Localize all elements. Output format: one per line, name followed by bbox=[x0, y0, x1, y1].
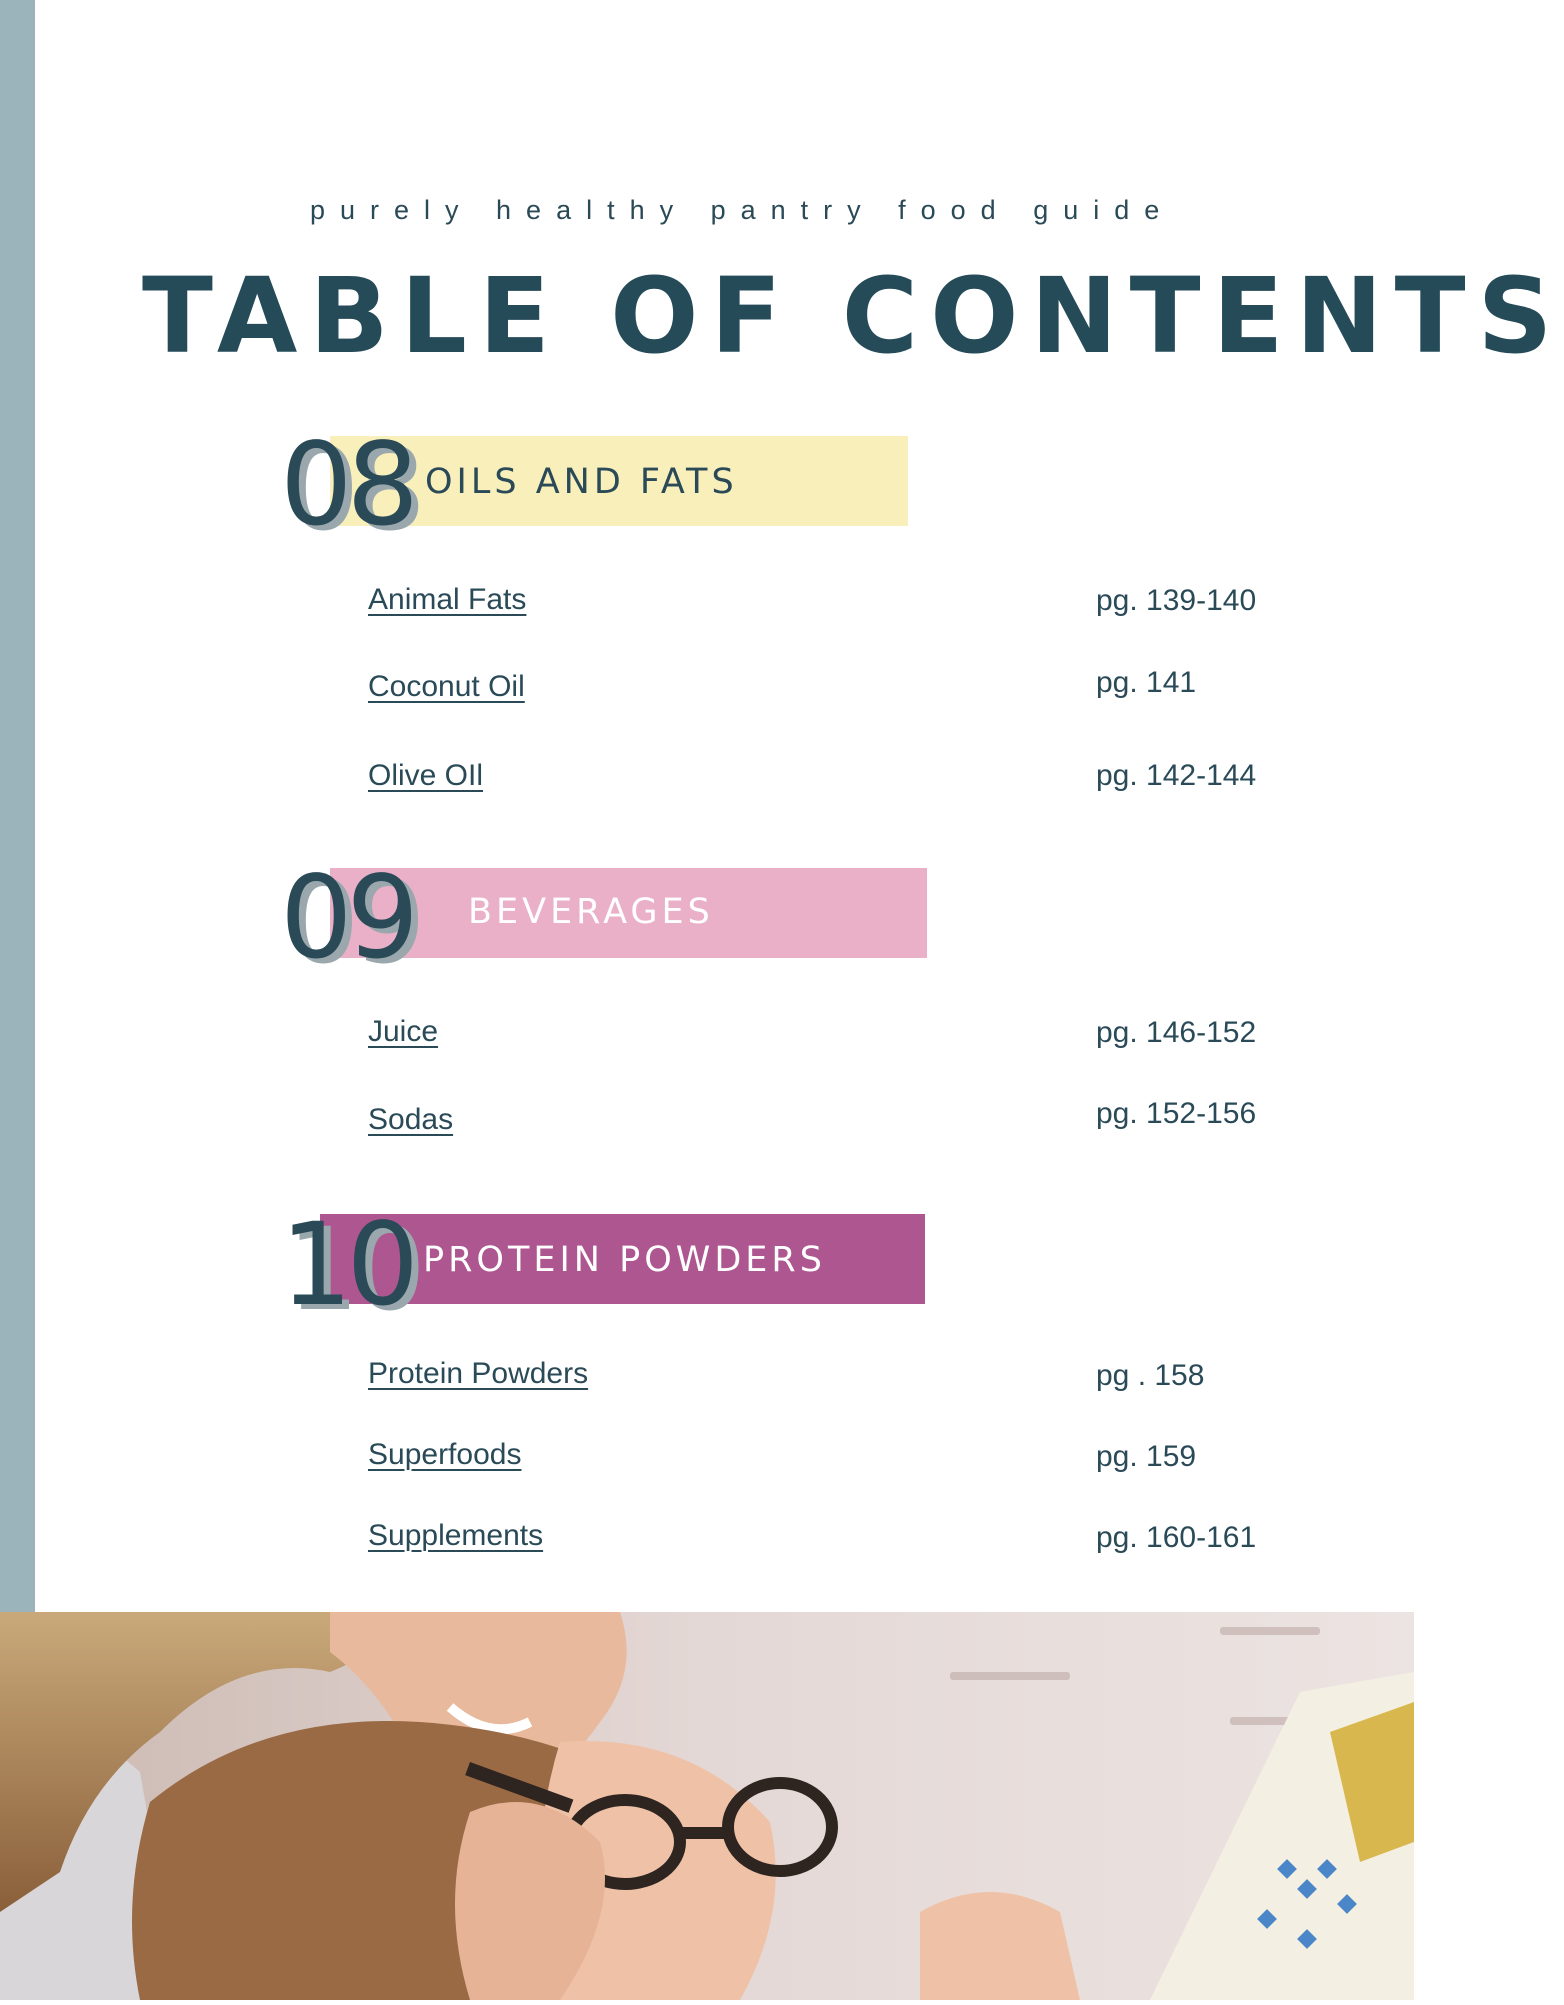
side-accent-stripe bbox=[0, 0, 35, 1612]
toc-entry-superfoods[interactable]: Superfoods bbox=[368, 1438, 522, 1471]
section-title: BEVERAGES bbox=[468, 892, 714, 932]
guide-subtitle: purely healthy pantry food guide bbox=[310, 195, 1175, 225]
page-range: pg . 158 bbox=[1096, 1359, 1205, 1392]
toc-entry-animal-fats[interactable]: Animal Fats bbox=[368, 583, 527, 616]
section-number: 08 bbox=[280, 418, 414, 551]
section-number: 10 bbox=[280, 1198, 414, 1331]
section-title: OILS AND FATS bbox=[425, 462, 738, 502]
mother-daughter-reading-photo bbox=[0, 1612, 1414, 2000]
section-title: PROTEIN POWDERS bbox=[423, 1240, 826, 1280]
page-range: pg. 146-152 bbox=[1096, 1016, 1257, 1049]
page-range: pg. 142-144 bbox=[1096, 759, 1257, 792]
section-number: 09 bbox=[280, 851, 414, 984]
toc-entry-supplements[interactable]: Supplements bbox=[368, 1519, 544, 1552]
page-range: pg. 152-156 bbox=[1096, 1097, 1257, 1130]
toc-entry-coconut-oil[interactable]: Coconut Oil bbox=[368, 670, 525, 703]
page-range: pg. 141 bbox=[1096, 666, 1197, 699]
page-title: TABLE OF CONTENTS bbox=[142, 255, 1564, 377]
page-range: pg. 159 bbox=[1096, 1440, 1197, 1473]
toc-entry-olive-oil[interactable]: Olive OIl bbox=[368, 759, 484, 792]
toc-entry-protein-powders[interactable]: Protein Powders bbox=[368, 1357, 589, 1390]
toc-entry-sodas[interactable]: Sodas bbox=[368, 1103, 454, 1136]
page-range: pg. 139-140 bbox=[1096, 584, 1257, 617]
page-range: pg. 160-161 bbox=[1096, 1521, 1257, 1554]
toc-entry-juice[interactable]: Juice bbox=[368, 1015, 439, 1048]
footer-photo bbox=[0, 1612, 1414, 2000]
